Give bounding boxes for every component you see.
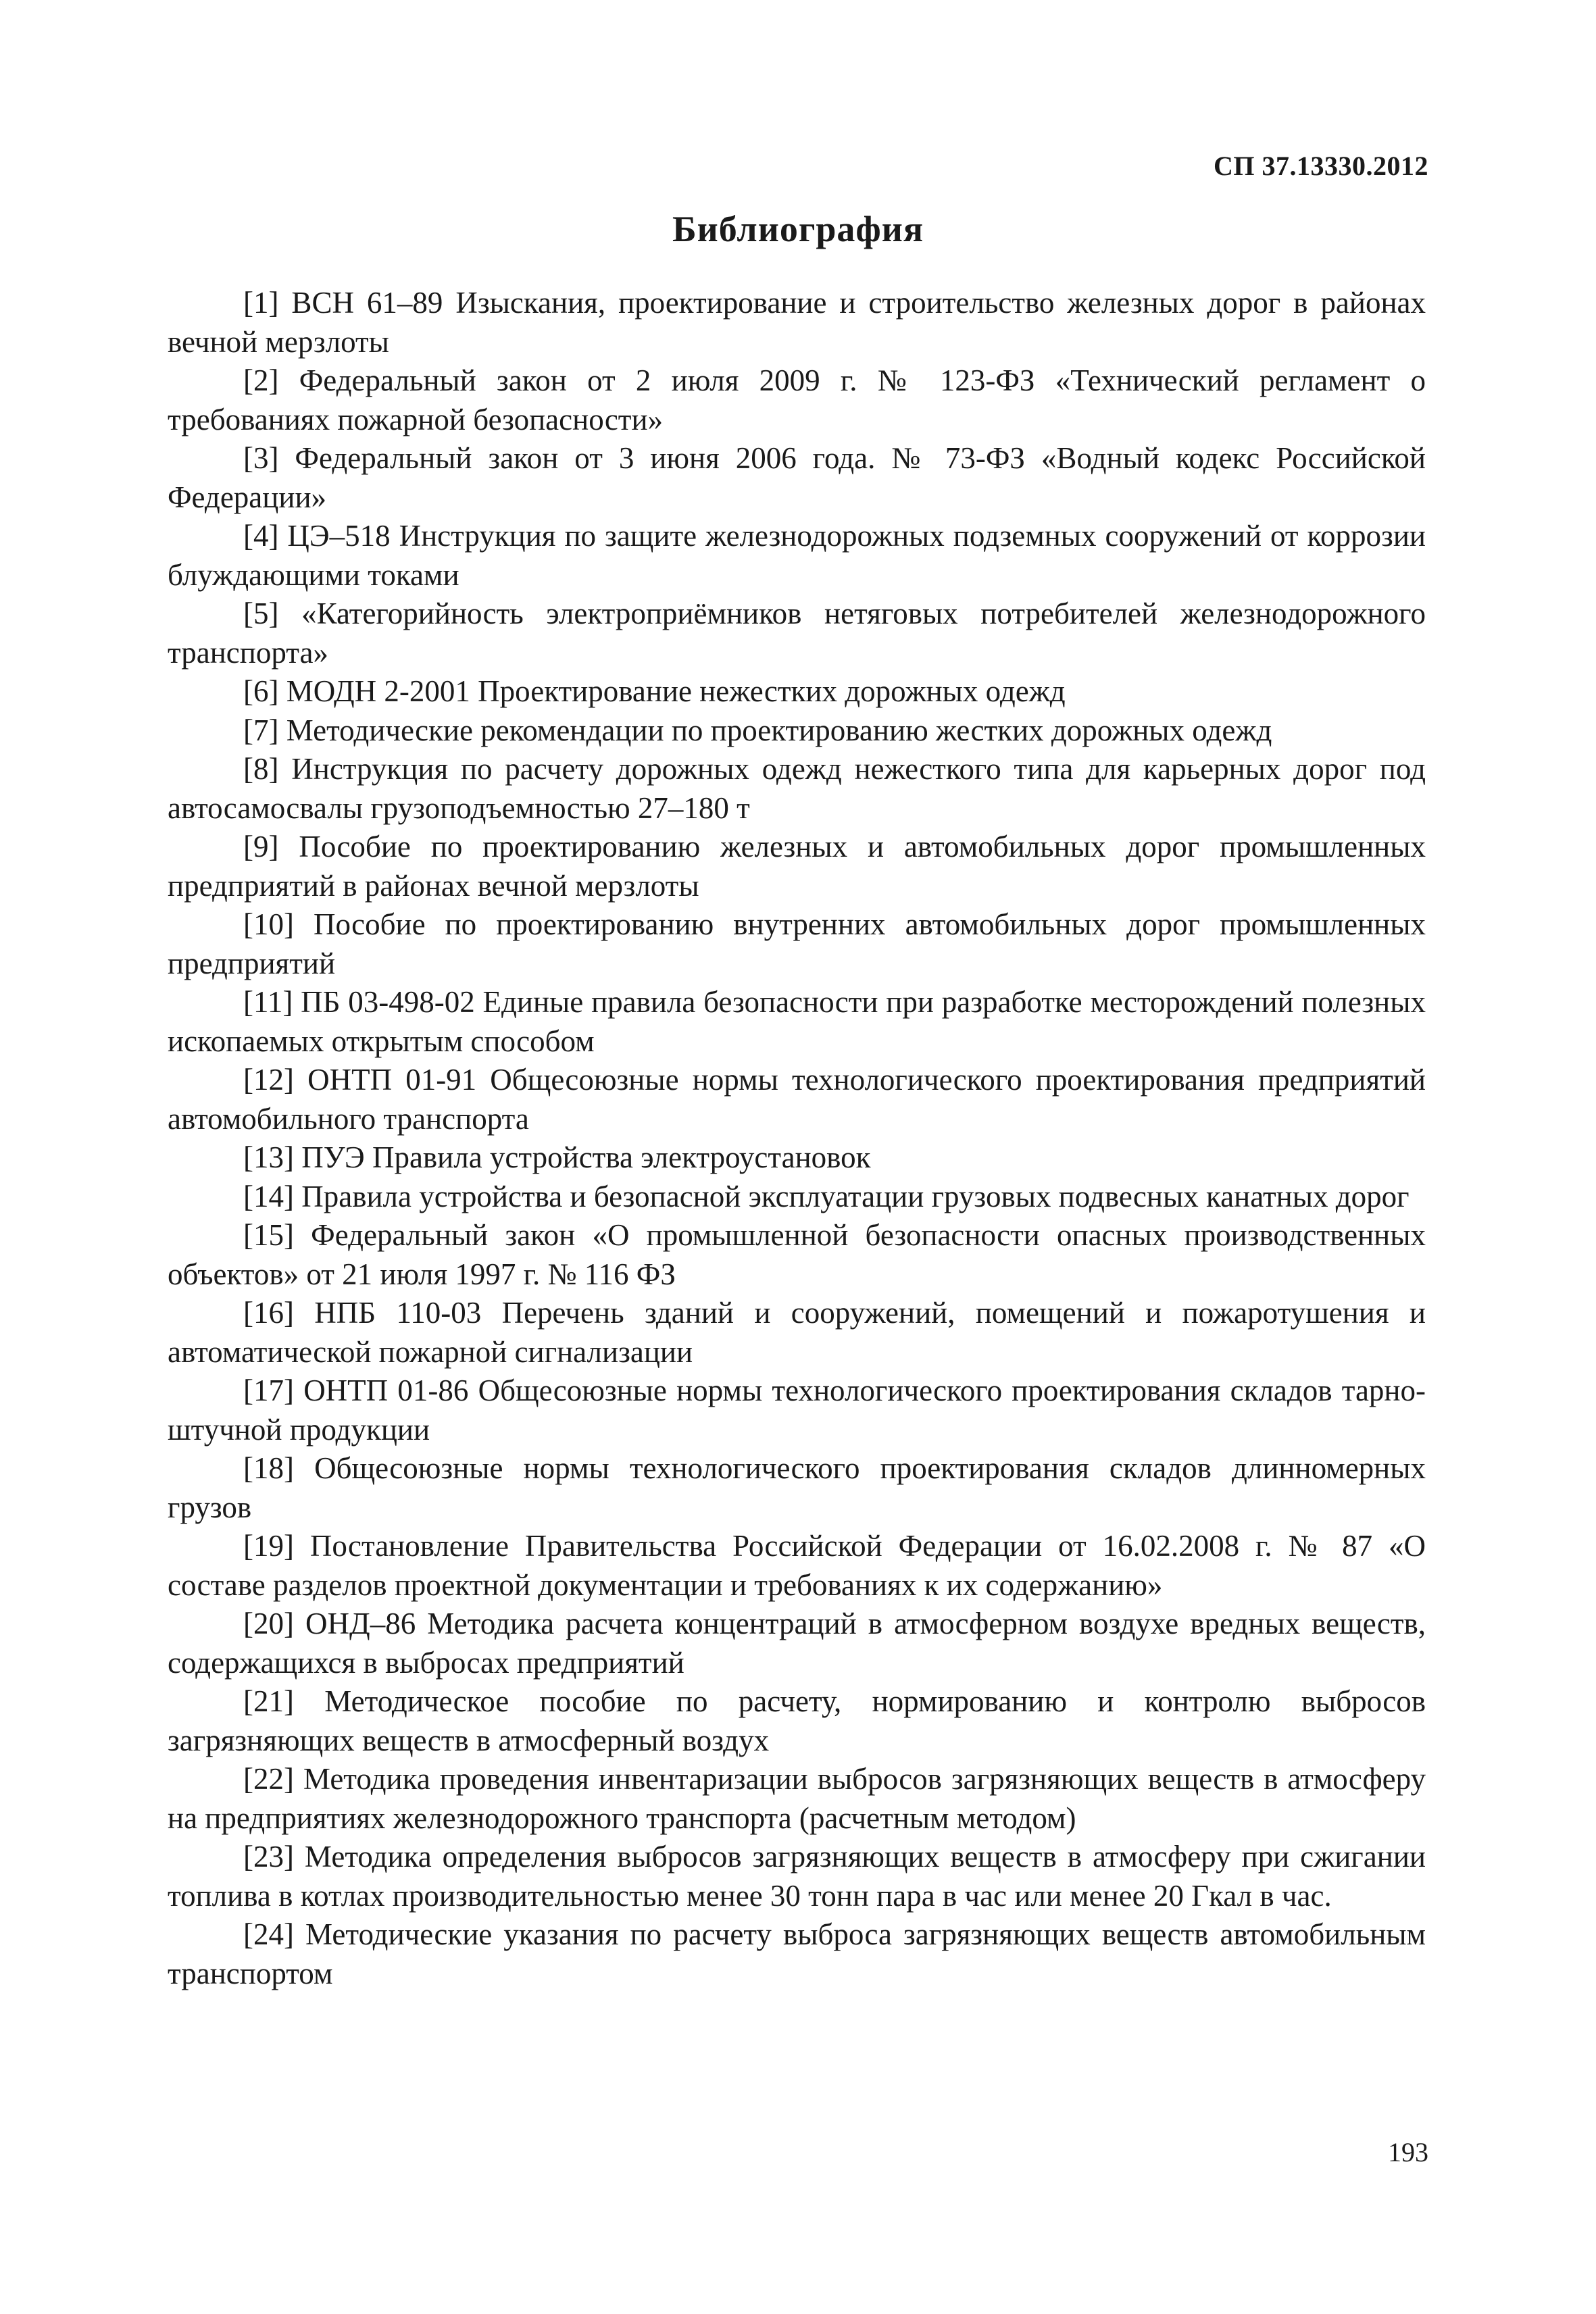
bibliography-entry: [1] ВСН 61–89 Изыскания, проектирование и строительство железных дорог в районах вечной мерзлоты <box>168 286 1426 359</box>
bibliography-entry: [14] Правила устройства и безопасной эксплуатации грузовых подвесных канатных дорог <box>243 1179 1410 1213</box>
bibliography-entry: [18] Общесоюзные нормы технологического проектирования складов длинномерных грузов <box>168 1451 1426 1524</box>
bibliography-entry: [4] ЦЭ–518 Инструкция по защите железнодорожных подземных сооружений от коррозии блуждающими токами <box>168 519 1426 592</box>
bibliography-entry: [12] ОНТП 01-91 Общесоюзные нормы технологического проектирования предприятий автомобильного транспорта <box>168 1063 1426 1136</box>
bibliography-entry: [22] Методика проведения инвентаризации выбросов загрязняющих веществ в атмосферу на предприятиях железнодорожного транспорта (расчетным методом) <box>168 1762 1426 1835</box>
bibliography-entry: [3] Федеральный закон от 3 июня 2006 года. № 73-ФЗ «Водный кодекс Российской Федерации» <box>168 441 1426 514</box>
bibliography-entry: [15] Федеральный закон «О промышленной безопасности опасных производственных объектов» от 21 июля 1997 г. № 116 ФЗ <box>168 1218 1426 1291</box>
bibliography-entry: [5] «Категорийность электроприёмников нетяговых потребителей железнодорожного транспорта» <box>168 597 1426 670</box>
bibliography-entry: [8] Инструкция по расчету дорожных одежд нежесткого типа для карьерных дорог под автосамосвалы грузоподъемностью 27–180 т <box>168 752 1426 825</box>
bibliography-entry: [13] ПУЭ Правила устройства электроустановок <box>243 1140 871 1174</box>
bibliography-entry: [20] ОНД–86 Методика расчета концентраций в атмосферном воздухе вредных веществ, содержащихся в выбросах предприятий <box>168 1607 1426 1680</box>
bibliography-list <box>168 284 1426 1993</box>
bibliography-entry: [2] Федеральный закон от 2 июля 2009 г. № 123-ФЗ «Технический регламент о требованиях пожарной безопасности» <box>168 363 1426 436</box>
bibliography-entry: [17] ОНТП 01-86 Общесоюзные нормы технологического проектирования складов тарно-штучной продукции <box>168 1374 1426 1447</box>
bibliography-entry: [21] Методическое пособие по расчету, нормированию и контролю выбросов загрязняющих веществ в атмосферный воздух <box>168 1684 1426 1757</box>
bibliography-entry: [11] ПБ 03-498-02 Единые правила безопасности при разработке месторождений полезных ископаемых открытым способом <box>168 985 1426 1058</box>
bibliography-entry: [9] Пособие по проектированию железных и автомобильных дорог промышленных предприятий в районах вечной мерзлоты <box>168 830 1426 903</box>
bibliography-entry: [16] НПБ 110-03 Перечень зданий и сооружений, помещений и пожаротушения и автоматической пожарной сигнализации <box>168 1296 1426 1369</box>
document-code: СП 37.13330.2012 <box>1214 151 1428 181</box>
bibliography-entry: [19] Постановление Правительства Российской Федерации от 16.02.2008 г. № 87 «О составе разделов проектной документации и требованиях к их содержанию» <box>168 1529 1426 1602</box>
bibliography-entry: [10] Пособие по проектированию внутренних автомобильных дорог промышленных предприятий <box>168 907 1426 980</box>
bibliography-entry: [24] Методические указания по расчету выброса загрязняющих веществ автомобильным транспортом <box>168 1917 1426 1990</box>
bibliography-entry: [6] МОДН 2-2001 Проектирование нежестких дорожных одежд <box>243 674 1066 708</box>
bibliography-entry: [7] Методические рекомендации по проектированию жестких дорожных одежд <box>243 713 1272 747</box>
page-title: Библиография <box>672 209 924 249</box>
bibliography-entry: [23] Методика определения выбросов загрязняющих веществ в атмосферу при сжигании топлива в котлах производительностью менее 30 тонн пара в час или менее 20 Гкал в час. <box>168 1840 1426 1913</box>
page-number: 193 <box>1388 2137 1428 2167</box>
